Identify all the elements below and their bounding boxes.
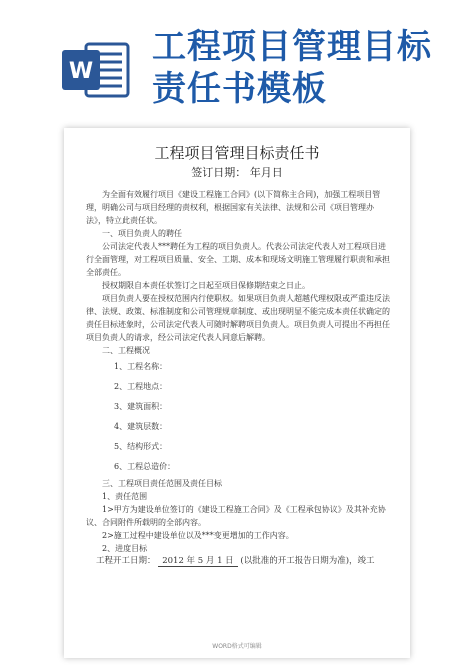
start-date-value: 2012 年 5 月 1 日: [158, 556, 237, 567]
overview-item: 3、建筑面积：: [114, 402, 168, 411]
paragraph: 2>施工过程中建设单位以及***变更增加的工作内容。: [102, 531, 294, 540]
banner: [0, 0, 474, 118]
start-date-label: 工程开工日期：: [96, 556, 156, 566]
subsection-heading: 1、责任范围: [102, 492, 148, 501]
overview-item: 6、工程总造价：: [114, 462, 176, 471]
start-date-line: [86, 555, 390, 568]
subsection-heading: 2、进度目标: [102, 544, 148, 553]
paragraph: 项目负责人要在授权范围内行使职权。如果项目负责人超越代理权限或严重违反法律、法规、政策、标准制度和公司管理规章制度、或出现明显不能完成本责任状确定的责任目标迹象时，公司法定代表人可随时解聘项目负责人。项目负责人可提出不再担任项目负责人的请求，经公司法定代表人同意后解聘。: [86, 294, 390, 342]
overview-item: 2、工程地点：: [114, 382, 168, 391]
document-title: 工程项目管理目标责任书: [154, 144, 320, 162]
document-page: [64, 128, 410, 658]
overview-item: 5、结构形式：: [114, 442, 168, 451]
paragraph: 1>甲方为建设单位签订的《建设工程施工合同》及《工程承包协议》及其补充协议、合同附件所载明的全部内容。: [86, 505, 386, 527]
footer-note: WORD格式可编辑: [212, 643, 262, 650]
paragraph: 公司法定代表人***聘任为工程的项目负责人。代表公司法定代表人对工程项目进行全面管理，对工程项目质量、安全、工期、成本和现场文明施工管理履行职责和承担全部责任。: [86, 242, 390, 277]
overview-item: 1、工程名称：: [114, 362, 168, 371]
start-date-note: (以批准的开工报告日期为准)，竣工: [240, 556, 375, 566]
section-heading: 二、工程概况: [102, 346, 150, 355]
word-document-icon: [60, 40, 132, 100]
section-heading: 三、工程项目责任范围及责任目标: [102, 479, 222, 488]
intro-paragraph: 为全面有效履行项目《建设工程施工合同》(以下简称主合同)，加强工程项目管理，明确公司与项目经理的责权利，根据国家有关法律、法规和公司《项目管理办法》，特立此责任状。: [86, 190, 381, 225]
overview-item: 4、建筑层数：: [114, 422, 168, 431]
section-heading: 一、项目负责人的聘任: [102, 229, 182, 238]
document-body: [86, 188, 390, 568]
banner-title: 工程项目管理目标责任书模板: [152, 27, 432, 109]
paragraph: 授权期限自本责任状签订之日起至项目保修期结束之日止。: [102, 281, 310, 290]
signing-date: 签订日期： 年月日: [191, 166, 283, 179]
word-icon-letter: W: [68, 59, 94, 84]
